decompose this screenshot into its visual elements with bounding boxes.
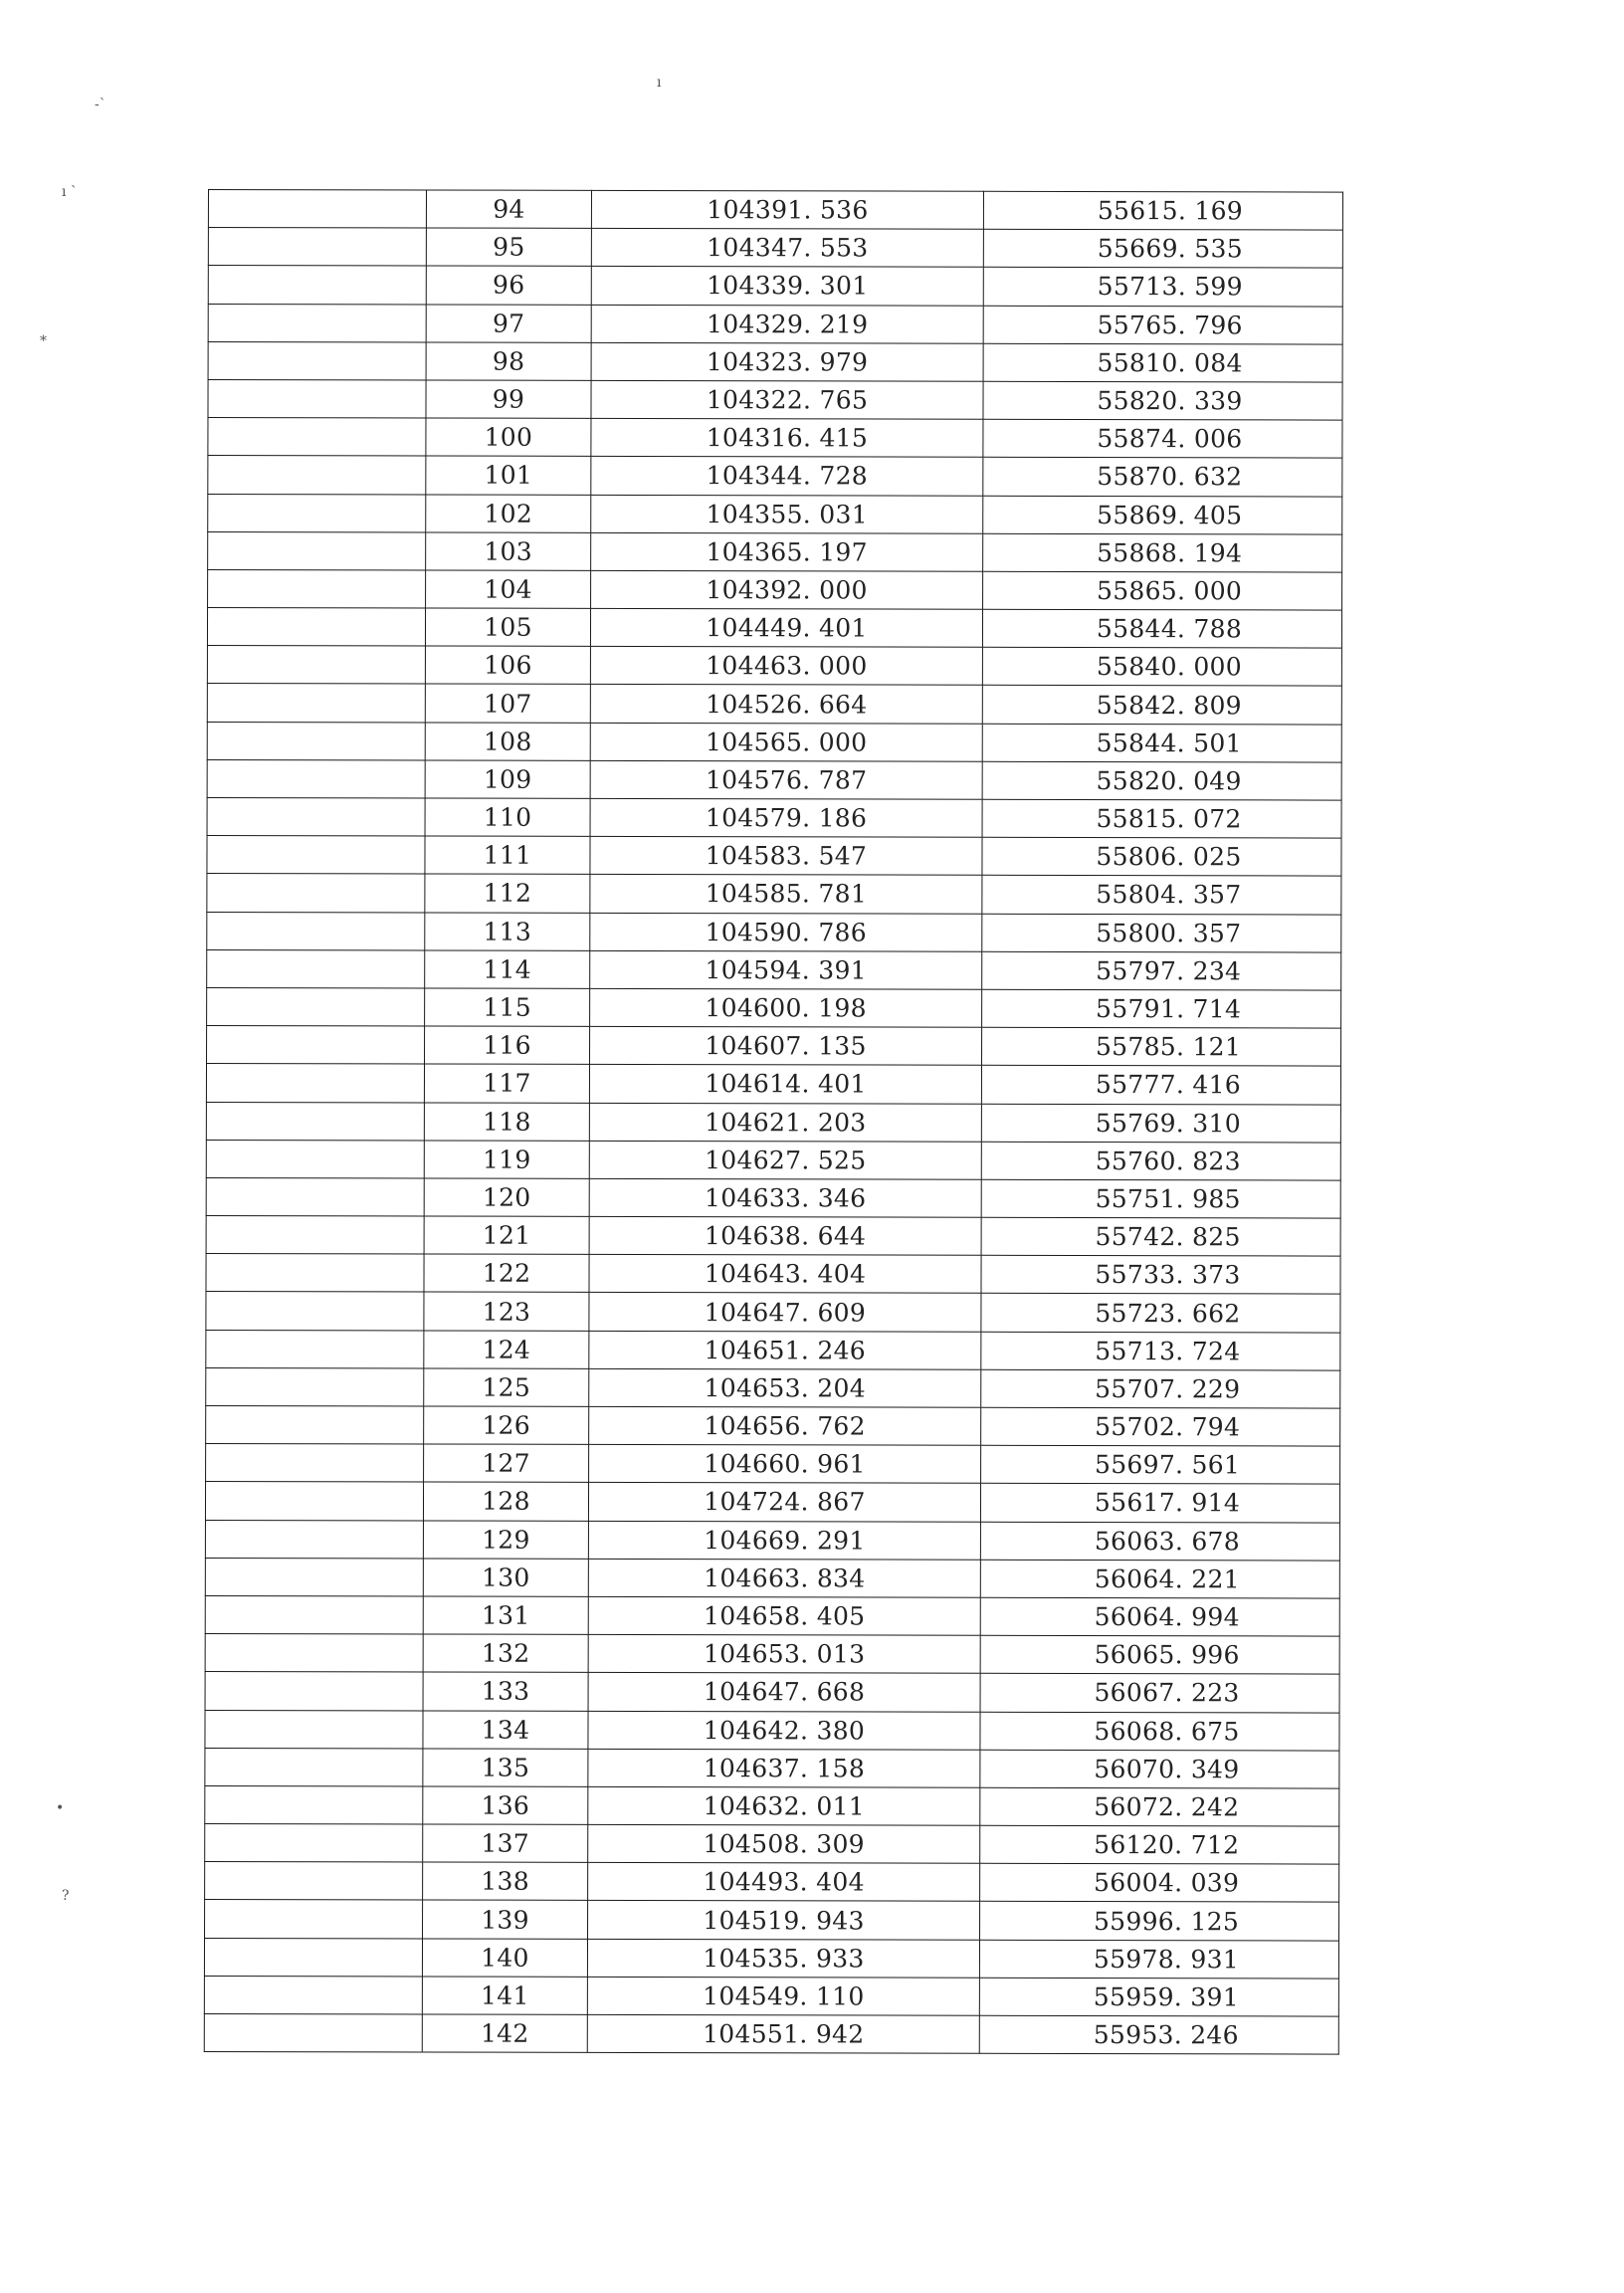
table-row	[205, 1482, 1339, 1523]
x-coordinate-cell: 104347. 553	[591, 229, 983, 268]
blank-cell	[206, 1140, 424, 1178]
x-coordinate-cell: 104344. 728	[591, 457, 983, 496]
y-coordinate-cell: 55840. 000	[982, 648, 1341, 687]
table-row	[207, 797, 1341, 838]
table-row	[205, 1748, 1339, 1788]
x-coordinate-cell: 104621. 203	[589, 1103, 981, 1142]
y-coordinate-cell: 55777. 416	[981, 1066, 1340, 1105]
point-number-cell: 137	[423, 1824, 588, 1863]
blank-cell	[207, 987, 425, 1026]
x-coordinate-cell: 104653. 013	[588, 1634, 980, 1673]
table-row	[207, 836, 1341, 877]
table-row	[206, 1177, 1340, 1218]
y-coordinate-cell: 56070. 349	[980, 1750, 1339, 1788]
y-coordinate-cell: 55996. 125	[980, 1902, 1339, 1941]
y-coordinate-cell: 55617. 914	[980, 1484, 1339, 1523]
blank-cell	[205, 1672, 423, 1711]
x-coordinate-cell: 104653. 204	[589, 1368, 981, 1407]
y-coordinate-cell: 56068. 675	[980, 1712, 1339, 1751]
y-coordinate-cell: 55874. 006	[983, 419, 1342, 458]
y-coordinate-cell: 55810. 084	[983, 343, 1342, 382]
x-coordinate-cell: 104549. 110	[587, 1977, 979, 2015]
point-number-cell: 140	[422, 1939, 587, 1978]
point-number-cell: 110	[425, 798, 590, 837]
x-coordinate-cell: 104449. 401	[590, 608, 982, 647]
blank-cell	[207, 912, 425, 950]
point-number-cell: 98	[426, 342, 591, 381]
point-number-cell: 130	[423, 1559, 588, 1597]
point-number-cell: 141	[422, 1977, 587, 2015]
y-coordinate-cell: 55797. 234	[982, 951, 1341, 990]
table-row	[208, 494, 1342, 534]
point-number-cell: 142	[422, 2014, 587, 2053]
y-coordinate-cell: 55953. 246	[979, 2015, 1338, 2054]
blank-cell	[204, 1938, 422, 1977]
point-number-cell: 113	[425, 913, 590, 951]
point-number-cell: 118	[424, 1102, 589, 1141]
point-number-cell: 126	[424, 1406, 589, 1445]
table-row	[207, 912, 1341, 952]
table-row	[205, 1710, 1339, 1751]
table-row	[206, 1444, 1340, 1485]
table-row	[207, 646, 1341, 687]
point-number-cell: 138	[423, 1862, 588, 1901]
coordinate-table-body	[204, 190, 1342, 2055]
point-number-cell: 134	[423, 1710, 588, 1749]
blank-cell	[205, 1520, 423, 1559]
table-row	[208, 228, 1342, 269]
blank-cell	[207, 722, 425, 760]
x-coordinate-cell: 104391. 536	[591, 190, 983, 229]
blank-cell	[205, 1785, 423, 1824]
table-row	[206, 1254, 1340, 1295]
x-coordinate-cell: 104590. 786	[590, 913, 982, 951]
y-coordinate-cell: 55842. 809	[982, 686, 1341, 725]
point-number-cell: 131	[423, 1596, 588, 1635]
blank-cell	[205, 1482, 423, 1521]
point-number-cell: 96	[426, 266, 591, 305]
table-row	[207, 987, 1341, 1028]
point-number-cell: 112	[425, 874, 590, 913]
blank-cell	[208, 379, 426, 418]
blank-cell	[207, 608, 425, 647]
y-coordinate-cell: 56064. 994	[980, 1597, 1339, 1636]
blank-cell	[206, 1292, 424, 1331]
table-row	[205, 1900, 1339, 1941]
point-number-cell: 97	[426, 305, 591, 343]
table-row	[205, 1595, 1339, 1636]
table-row	[207, 949, 1341, 990]
y-coordinate-cell: 55800. 357	[982, 914, 1341, 952]
blank-cell	[207, 797, 425, 836]
x-coordinate-cell: 104316. 415	[591, 418, 983, 457]
x-coordinate-cell: 104551. 942	[587, 2014, 979, 2053]
table-row	[206, 1330, 1340, 1370]
x-coordinate-cell: 104526. 664	[590, 685, 982, 724]
table-row	[208, 418, 1342, 459]
x-coordinate-cell: 104660. 961	[589, 1445, 981, 1484]
table-row	[208, 379, 1342, 420]
point-number-cell: 100	[426, 418, 591, 457]
table-row	[206, 1140, 1340, 1180]
point-number-cell: 94	[426, 190, 591, 229]
point-number-cell: 114	[425, 950, 590, 989]
y-coordinate-cell: 55707. 229	[981, 1369, 1340, 1408]
x-coordinate-cell: 104656. 762	[589, 1406, 981, 1445]
blank-cell	[208, 418, 426, 457]
x-coordinate-cell: 104535. 933	[587, 1939, 979, 1978]
y-coordinate-cell: 55615. 169	[983, 191, 1342, 230]
x-coordinate-cell: 104463. 000	[590, 647, 982, 686]
point-number-cell: 104	[426, 570, 591, 609]
table-row	[207, 608, 1341, 649]
point-number-cell: 125	[424, 1368, 589, 1407]
table-row	[206, 1064, 1340, 1105]
table-row	[206, 1405, 1340, 1446]
point-number-cell: 108	[425, 723, 590, 761]
x-coordinate-cell: 104637. 158	[588, 1749, 980, 1787]
x-coordinate-cell: 104643. 404	[589, 1255, 981, 1294]
table-row	[208, 266, 1342, 307]
blank-cell	[206, 1177, 424, 1216]
x-coordinate-cell: 104323. 979	[591, 342, 983, 381]
blank-cell	[207, 684, 425, 723]
point-number-cell: 116	[425, 1026, 590, 1065]
point-number-cell: 107	[425, 684, 590, 723]
point-number-cell: 99	[426, 380, 591, 419]
table-row	[204, 1938, 1338, 1979]
point-number-cell: 111	[425, 836, 590, 875]
y-coordinate-cell: 55751. 985	[981, 1179, 1340, 1218]
blank-cell	[207, 836, 425, 875]
blank-cell	[206, 1330, 424, 1368]
x-coordinate-cell: 104633. 346	[589, 1178, 981, 1217]
table-row	[208, 304, 1342, 344]
x-coordinate-cell: 104647. 609	[589, 1293, 981, 1332]
blank-cell	[204, 2013, 422, 2052]
table-row	[207, 874, 1341, 915]
point-number-cell: 120	[424, 1178, 589, 1217]
table-row	[206, 1216, 1340, 1257]
blank-cell	[208, 190, 426, 229]
y-coordinate-cell: 55785. 121	[982, 1027, 1341, 1066]
point-number-cell: 103	[426, 532, 591, 571]
table-row	[207, 759, 1341, 800]
y-coordinate-cell: 56063. 678	[980, 1522, 1339, 1561]
table-row	[204, 2013, 1338, 2054]
y-coordinate-cell: 55865. 000	[983, 571, 1342, 610]
blank-cell	[208, 569, 426, 608]
x-coordinate-cell: 104658. 405	[588, 1596, 980, 1635]
table-row	[208, 341, 1342, 382]
y-coordinate-cell: 55815. 072	[982, 799, 1341, 838]
x-coordinate-cell: 104576. 787	[590, 760, 982, 799]
x-coordinate-cell: 104600. 198	[590, 988, 982, 1027]
x-coordinate-cell: 104669. 291	[588, 1521, 980, 1560]
blank-cell	[206, 1254, 424, 1293]
x-coordinate-cell: 104585. 781	[590, 875, 982, 914]
blank-cell	[205, 1748, 423, 1786]
y-coordinate-cell: 55820. 339	[983, 381, 1342, 420]
y-coordinate-cell: 55959. 391	[979, 1978, 1338, 2016]
blank-cell	[208, 531, 426, 570]
blank-cell	[207, 874, 425, 913]
point-number-cell: 121	[424, 1216, 589, 1255]
blank-cell	[206, 1405, 424, 1444]
x-coordinate-cell: 104642. 380	[588, 1711, 980, 1750]
y-coordinate-cell: 55978. 931	[979, 1940, 1338, 1979]
scan-speck: ı	[657, 75, 662, 91]
x-coordinate-cell: 104355. 031	[591, 495, 983, 533]
blank-cell	[208, 494, 426, 532]
blank-cell	[207, 646, 425, 685]
point-number-cell: 132	[423, 1634, 588, 1673]
y-coordinate-cell: 55791. 714	[982, 989, 1341, 1028]
blank-cell	[205, 1824, 423, 1863]
blank-cell	[207, 759, 425, 798]
point-number-cell: 127	[424, 1444, 589, 1483]
y-coordinate-cell: 55723. 662	[981, 1294, 1340, 1333]
scan-speck: •	[56, 1800, 65, 1816]
y-coordinate-cell: 56067. 223	[980, 1674, 1339, 1713]
blank-cell	[206, 1216, 424, 1255]
y-coordinate-cell: 55868. 194	[983, 533, 1342, 572]
y-coordinate-cell: 55733. 373	[981, 1256, 1340, 1295]
y-coordinate-cell: 55844. 501	[982, 724, 1341, 762]
blank-cell	[205, 1595, 423, 1634]
x-coordinate-cell: 104583. 547	[590, 837, 982, 876]
x-coordinate-cell: 104565. 000	[590, 723, 982, 761]
blank-cell	[204, 1976, 422, 2014]
table-row	[205, 1785, 1339, 1826]
y-coordinate-cell: 55713. 724	[981, 1332, 1340, 1370]
y-coordinate-cell: 55742. 825	[981, 1217, 1340, 1256]
blank-cell	[206, 1102, 424, 1141]
point-number-cell: 101	[426, 456, 591, 495]
scan-speck: *	[40, 333, 47, 349]
x-coordinate-cell: 104651. 246	[589, 1331, 981, 1369]
point-number-cell: 109	[425, 760, 590, 799]
x-coordinate-cell: 104627. 525	[589, 1141, 981, 1179]
blank-cell	[205, 1862, 423, 1901]
point-number-cell: 133	[423, 1672, 588, 1711]
y-coordinate-cell: 55869. 405	[983, 496, 1342, 534]
table-row	[205, 1862, 1339, 1903]
y-coordinate-cell: 55769. 310	[981, 1104, 1340, 1143]
blank-cell	[207, 949, 425, 988]
table-row	[205, 1672, 1339, 1713]
blank-cell	[208, 228, 426, 267]
point-number-cell: 106	[425, 646, 590, 685]
x-coordinate-cell: 104329. 219	[591, 305, 983, 343]
blank-cell	[208, 341, 426, 380]
x-coordinate-cell: 104579. 186	[590, 798, 982, 837]
scan-speck: -`	[95, 97, 106, 112]
x-coordinate-cell: 104493. 404	[588, 1863, 980, 1902]
x-coordinate-cell: 104647. 668	[588, 1673, 980, 1712]
y-coordinate-cell: 55713. 599	[983, 268, 1342, 307]
y-coordinate-cell: 56072. 242	[980, 1787, 1339, 1826]
x-coordinate-cell: 104519. 943	[588, 1901, 980, 1940]
table-row	[206, 1367, 1340, 1408]
point-number-cell: 115	[425, 988, 590, 1027]
point-number-cell: 119	[424, 1141, 589, 1179]
y-coordinate-cell: 55765. 796	[983, 306, 1342, 344]
table-row	[205, 1558, 1339, 1598]
x-coordinate-cell: 104322. 765	[591, 380, 983, 419]
y-coordinate-cell: 55820. 049	[982, 761, 1341, 800]
blank-cell	[207, 1026, 425, 1065]
blank-cell	[205, 1710, 423, 1749]
point-number-cell: 102	[426, 494, 591, 532]
y-coordinate-cell: 55702. 794	[981, 1407, 1340, 1446]
point-number-cell: 105	[425, 608, 590, 647]
y-coordinate-cell: 56120. 712	[980, 1825, 1339, 1864]
point-number-cell: 95	[426, 228, 591, 267]
scan-speck: ı `	[62, 184, 78, 200]
blank-cell	[206, 1064, 424, 1103]
coordinate-table	[204, 189, 1343, 2055]
blank-cell	[206, 1367, 424, 1406]
table-row	[204, 1976, 1338, 2016]
y-coordinate-cell: 55760. 823	[981, 1142, 1340, 1180]
table-row	[207, 722, 1341, 762]
table-row	[208, 456, 1342, 497]
x-coordinate-cell: 104339. 301	[591, 267, 983, 306]
x-coordinate-cell: 104638. 644	[589, 1216, 981, 1255]
table-row	[205, 1520, 1339, 1561]
blank-cell	[208, 266, 426, 305]
point-number-cell: 123	[424, 1292, 589, 1331]
x-coordinate-cell: 104724. 867	[588, 1483, 980, 1522]
table-row	[208, 569, 1342, 610]
point-number-cell: 122	[424, 1254, 589, 1293]
point-number-cell: 136	[423, 1786, 588, 1825]
table-row	[206, 1102, 1340, 1143]
x-coordinate-cell: 104663. 834	[588, 1559, 980, 1597]
table-row	[205, 1634, 1339, 1675]
x-coordinate-cell: 104614. 401	[589, 1065, 981, 1104]
blank-cell	[205, 1558, 423, 1596]
y-coordinate-cell: 55806. 025	[982, 837, 1341, 876]
y-coordinate-cell: 55804. 357	[982, 876, 1341, 915]
point-number-cell: 117	[424, 1064, 589, 1103]
x-coordinate-cell: 104392. 000	[591, 570, 983, 609]
blank-cell	[205, 1900, 423, 1939]
y-coordinate-cell: 55697. 561	[981, 1445, 1340, 1484]
table-row	[205, 1824, 1339, 1865]
y-coordinate-cell: 55669. 535	[983, 229, 1342, 268]
point-number-cell: 128	[423, 1482, 588, 1521]
blank-cell	[206, 1444, 424, 1483]
scan-speck: ?	[62, 1888, 70, 1904]
point-number-cell: 139	[423, 1900, 588, 1939]
x-coordinate-cell: 104365. 197	[591, 532, 983, 571]
x-coordinate-cell: 104607. 135	[590, 1026, 982, 1065]
point-number-cell: 124	[424, 1331, 589, 1369]
x-coordinate-cell: 104632. 011	[588, 1786, 980, 1825]
table-row	[206, 1292, 1340, 1333]
y-coordinate-cell: 55870. 632	[983, 458, 1342, 497]
y-coordinate-cell: 56064. 221	[980, 1560, 1339, 1598]
x-coordinate-cell: 104594. 391	[590, 950, 982, 989]
point-number-cell: 129	[423, 1521, 588, 1560]
blank-cell	[205, 1634, 423, 1673]
table-row	[208, 531, 1342, 572]
y-coordinate-cell: 55844. 788	[982, 609, 1341, 648]
table-row	[208, 190, 1342, 231]
point-number-cell: 135	[423, 1749, 588, 1787]
table-row	[207, 1026, 1341, 1067]
blank-cell	[208, 304, 426, 342]
x-coordinate-cell: 104508. 309	[588, 1824, 980, 1863]
y-coordinate-cell: 56065. 996	[980, 1635, 1339, 1674]
blank-cell	[208, 456, 426, 495]
y-coordinate-cell: 56004. 039	[980, 1864, 1339, 1903]
table-row	[207, 684, 1341, 725]
